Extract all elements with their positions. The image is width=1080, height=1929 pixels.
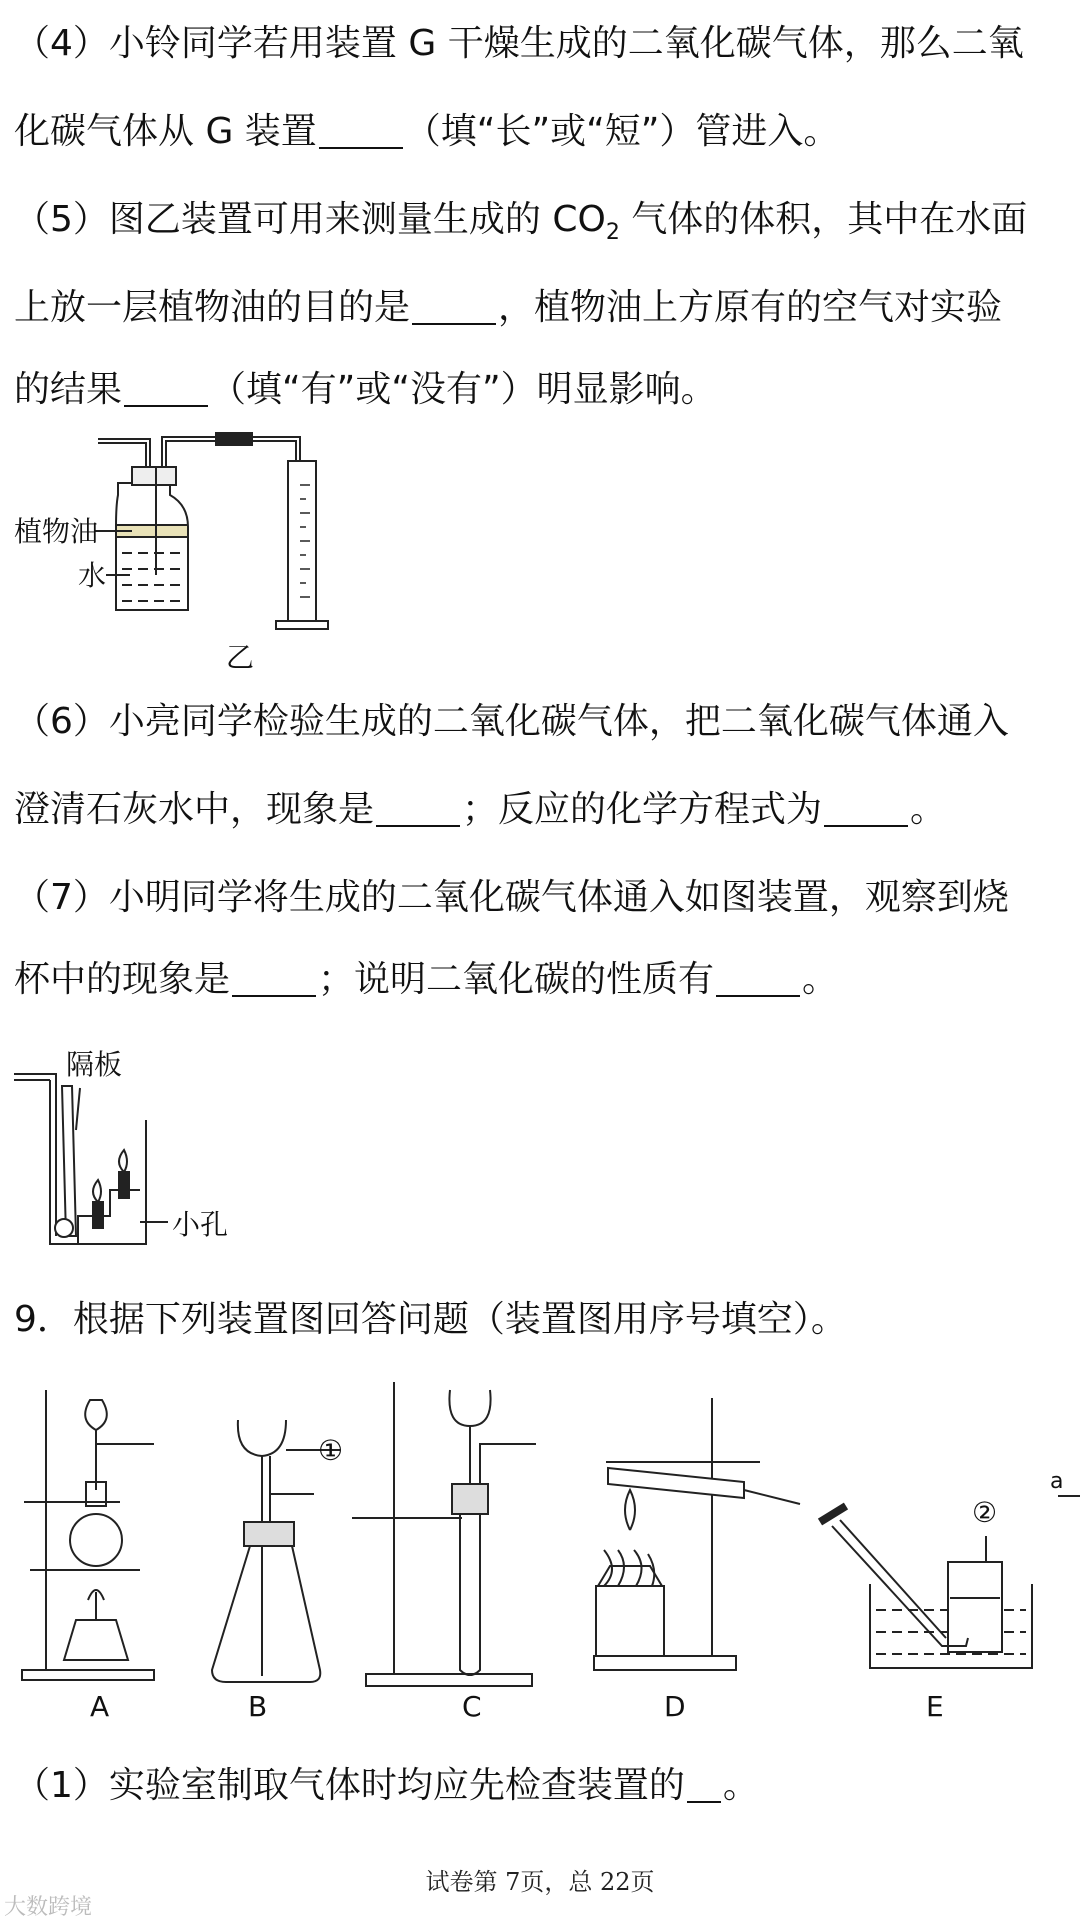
watermark: 大数跨境: [4, 1895, 93, 1920]
figure-apparatus: [0, 1370, 1080, 1730]
answer-blank[interactable]: [319, 111, 403, 149]
figure-caption: 乙: [226, 641, 255, 674]
answer-blank[interactable]: [687, 1765, 721, 1803]
q9-title: [14, 1296, 847, 1344]
label-c: C: [462, 1690, 482, 1723]
q5-text: 气体的体积，其中在水面: [619, 199, 1028, 240]
q5-line3: [14, 366, 717, 414]
q6-text: ；反应的化学方程式为: [462, 789, 823, 830]
q4-line1: [14, 20, 1024, 68]
q5-line2: [14, 284, 1002, 332]
apparatus-d: [594, 1398, 800, 1670]
q9-1-text: 。: [722, 1765, 759, 1806]
q9-text: 9．根据下列装置图回答问题（装置图用序号填空）。: [14, 1299, 847, 1340]
answer-blank[interactable]: [824, 789, 908, 827]
oil-label: 植物油: [14, 515, 99, 548]
q6-text: 澄清石灰水中，现象是: [14, 789, 375, 830]
answer-blank[interactable]: [124, 369, 208, 407]
hole-label: 小孔: [172, 1208, 229, 1241]
apparatus-e: [820, 1496, 1080, 1668]
q5-text: 的结果: [14, 369, 123, 410]
figure-beaker: [0, 1040, 260, 1250]
answer-blank[interactable]: [716, 959, 800, 997]
q7-text: 杯中的现象是: [14, 959, 231, 1000]
q9-1-text: （1）实验室制取气体时均应先检查装置的: [14, 1765, 685, 1806]
label-d: D: [664, 1690, 686, 1723]
label-e: E: [926, 1690, 944, 1723]
q6-text: 。: [910, 789, 947, 830]
q7-text: 。: [802, 959, 839, 1000]
q4-text: 化碳气体从 G 装置: [14, 111, 317, 152]
marker-2: ②: [972, 1496, 998, 1529]
label-a: A: [90, 1690, 110, 1723]
apparatus-a: [22, 1390, 154, 1680]
q5-line1: [14, 196, 1027, 244]
answer-blank[interactable]: [412, 287, 496, 325]
label-b: B: [248, 1690, 268, 1723]
q7-text: （7）小明同学将生成的二氧化碳气体通入如图装置，观察到烧: [14, 877, 1009, 918]
q4-text: （4）小铃同学若用装置 G 干燥生成的二氧化碳气体，那么二氧: [14, 23, 1024, 64]
q9-1-line: [14, 1762, 759, 1810]
apparatus-c: [352, 1382, 536, 1686]
figure-yi: [0, 425, 360, 680]
subscript-2: 2: [605, 220, 620, 246]
partition-label: 隔板: [66, 1048, 123, 1081]
q5-text: ，植物油上方原有的空气对实验: [498, 287, 1003, 328]
marker-1: ①: [318, 1434, 344, 1467]
answer-blank[interactable]: [232, 959, 316, 997]
water-label: 水: [78, 559, 107, 592]
q7-text: ；说明二氧化碳的性质有: [318, 959, 715, 1000]
q6-line1: [14, 698, 1009, 746]
q4-text: （填“长”或“短”）管进入。: [404, 111, 840, 152]
q7-line2: [14, 956, 838, 1004]
q7-line1: [14, 874, 1009, 922]
q4-line2: [14, 108, 839, 156]
q6-text: （6）小亮同学检验生成的二氧化碳气体，把二氧化碳气体通入: [14, 701, 1009, 742]
answer-blank[interactable]: [376, 789, 460, 827]
q5-text: （5）图乙装置可用来测量生成的 CO: [14, 199, 606, 240]
q5-text: 上放一层植物油的目的是: [14, 287, 411, 328]
page-footer: 试卷第 7页，总 22页: [425, 1868, 655, 1896]
q6-line2: [14, 786, 946, 834]
edge-letter: a: [1050, 1469, 1064, 1494]
q5-text: （填“有”或“没有”）明显影响。: [210, 369, 717, 410]
